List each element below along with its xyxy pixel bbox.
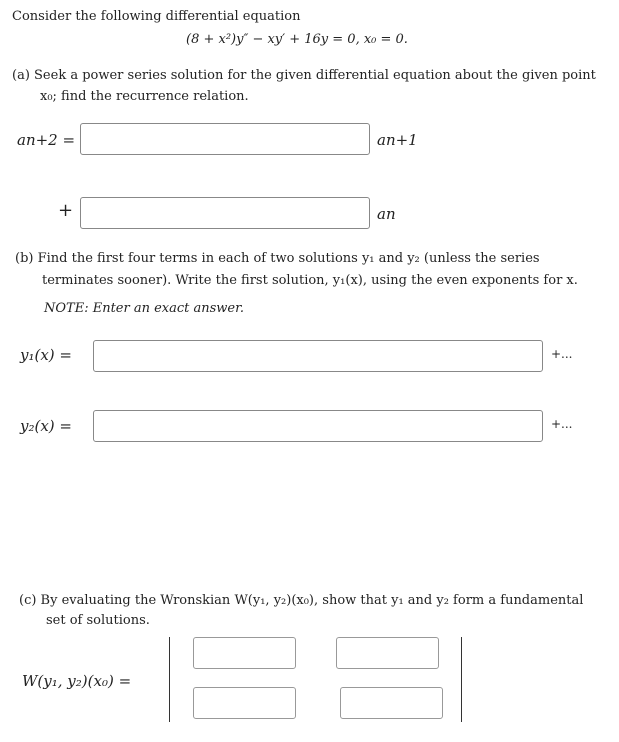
determinant-left-bar [169,637,170,722]
y2-ellipsis: +... [551,417,573,431]
part-a-line2: x₀; find the recurrence relation. [40,89,249,104]
plus-sign: + [58,200,74,221]
y1-label: y₁(x) = [20,346,72,364]
wronskian-cell-11[interactable] [193,637,296,669]
y1-ellipsis: +... [551,347,573,361]
wronskian-cell-21[interactable] [193,687,296,719]
wronskian-cell-12[interactable] [336,637,439,669]
coef-an-input[interactable] [80,197,370,229]
part-c-line1: (c) By evaluating the Wronskian W(y₁, y₂)(x₀), show that y₁ and y₂ form a fundamental [19,593,584,608]
wronskian-label: W(y₁, y₂)(x₀) = [22,672,132,690]
an-suffix: an [377,205,396,223]
part-c-line2: set of solutions. [46,613,150,628]
part-b-line1: (b) Find the first four terms in each of two solutions y₁ and y₂ (unless the series [15,251,540,266]
intro-text: Consider the following differential equation [12,9,301,24]
recurrence-lhs: an+2 = [17,131,76,149]
exact-answer-note: NOTE: Enter an exact answer. [44,301,245,316]
coef-an1-input[interactable] [80,123,370,155]
wronskian-cell-22[interactable] [340,687,443,719]
y2-input[interactable] [93,410,543,442]
determinant-right-bar [461,637,462,722]
y1-input[interactable] [93,340,543,372]
y2-label: y₂(x) = [20,417,72,435]
part-b-line2: terminates sooner). Write the first solution, y₁(x), using the even exponents for x. [42,273,578,288]
an1-suffix: an+1 [377,131,418,149]
differential-equation: (8 + x²)y″ − xy′ + 16y = 0, x₀ = 0. [186,32,408,47]
part-a-line1: (a) Seek a power series solution for the given differential equation about the given point [12,68,596,83]
